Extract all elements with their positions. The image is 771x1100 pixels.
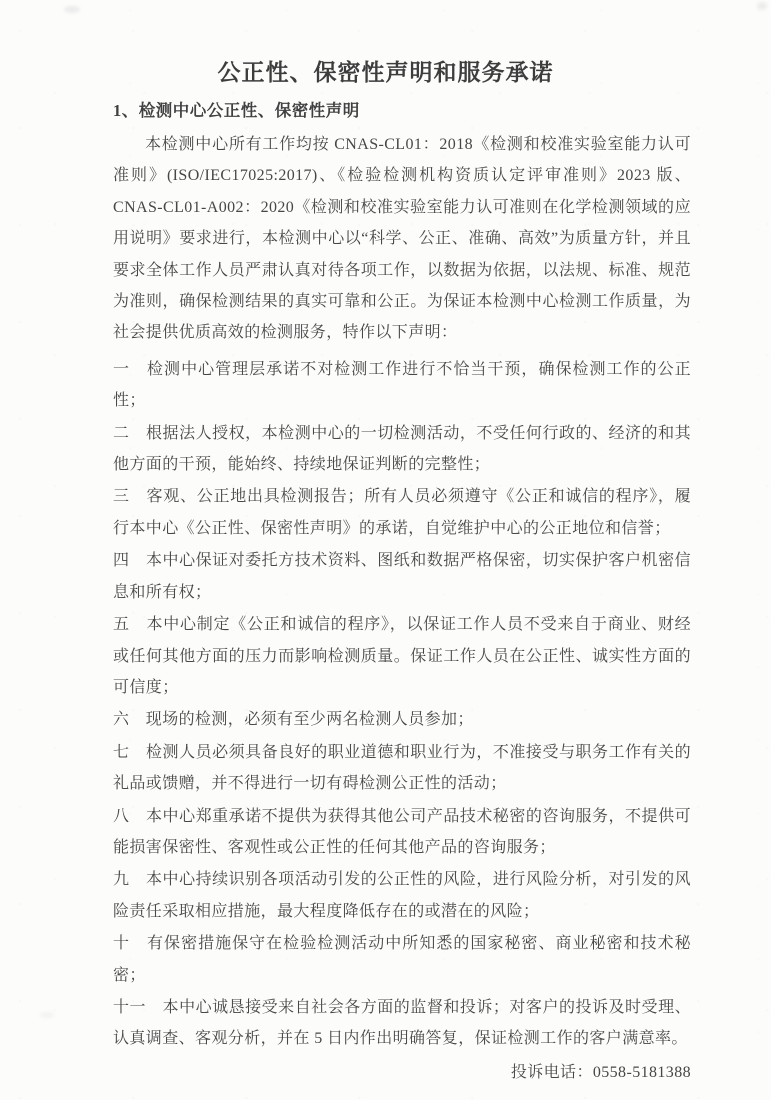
statement-item: 七 检测人员必须具备良好的职业道德和职业行为，不准接受与职务工作有关的礼品或馈赠，并不得进行一切有碍检测公正性的活动； (113, 743, 691, 793)
statement-item: 四 本中心保证对委托方技术资料、图纸和数据严格保密，切实保护客户机密信息和所有权； (113, 552, 691, 601)
intro-paragraph: 本检测中心所有工作均按 CNAS-CL01：2018《检测和校准实验室能力认可准则》(ISO/IEC17025:2017)、《检验检测机构资质认定评审准则》2023 版、CNAS-CL01-A002：2020《检测和校准实验室能力认可准则在化学检测领域的应用说明》要求进行，本检测中心以“科学、公正、准确、高效”为质量方针，并且要求全体工作人员严肃认真对待各项工作，以数据为依据，以法规、标准、规范为准则，确保检测结果的真实可靠和公正。为保证本检测中心检测工作质量，为社会提供优质高效的检测服务，特作以下声明： (113, 136, 691, 342)
document-title: 公正性、保密性声明和服务承诺 (217, 60, 554, 85)
statement-item: 三 客观、公正地出具检测报告；所有人员必须遵守《公正和诚信的程序》，履行本中心《公正性、保密性声明》的承诺，自觉维护中心的公正地位和信誉； (113, 488, 691, 537)
complaint-phone-line: 投诉电话：0558-5181388 (510, 1063, 691, 1081)
statement-item: 十 有保密措施保守在检验检测活动中所知悉的国家秘密、商业秘密和技术秘密； (113, 935, 691, 984)
scan-artifact (64, 6, 80, 13)
document-body (113, 88, 691, 1088)
scan-artifact (40, 1012, 54, 1018)
statement-item: 八 本中心郑重承诺不提供为获得其他公司产品技术秘密的咨询服务，不提供可能损害保密性、客观性或公正性的任何其他产品的咨询服务； (113, 807, 691, 856)
statement-list (113, 349, 691, 1055)
statement-item: 十一 本中心诚恳接受来自社会各方面的监督和投诉；对客户的投诉及时受理、认真调查、客观分析，并在 5 日内作出明确答复，保证检测工作的客户满意率。 (113, 998, 691, 1048)
scan-artifact (757, 2, 767, 10)
statement-item: 六 现场的检测，必须有至少两名检测人员参加； (113, 711, 474, 729)
statement-item: 一 检测中心管理层承诺不对检测工作进行不恰当干预，确保检测工作的公正性； (113, 360, 691, 410)
statement-item: 九 本中心持续识别各项活动引发的公正性的风险，进行风险分析，对引发的风险责任采取相应措施，最大程度降低存在的或潜在的风险； (113, 871, 691, 920)
section-heading: 1、检测中心公正性、保密性声明 (113, 101, 360, 120)
statement-item: 二 根据法人授权，本检测中心的一切检测活动，不受任何行政的、经济的和其他方面的干预，能始终、持续地保证判断的完整性； (113, 424, 691, 474)
statement-item: 五 本中心制定《公正和诚信的程序》，以保证工作人员不受来自于商业、财经或任何其他方面的压力而影响检测质量。保证工作人员在公正性、诚实性方面的可信度； (113, 616, 691, 696)
